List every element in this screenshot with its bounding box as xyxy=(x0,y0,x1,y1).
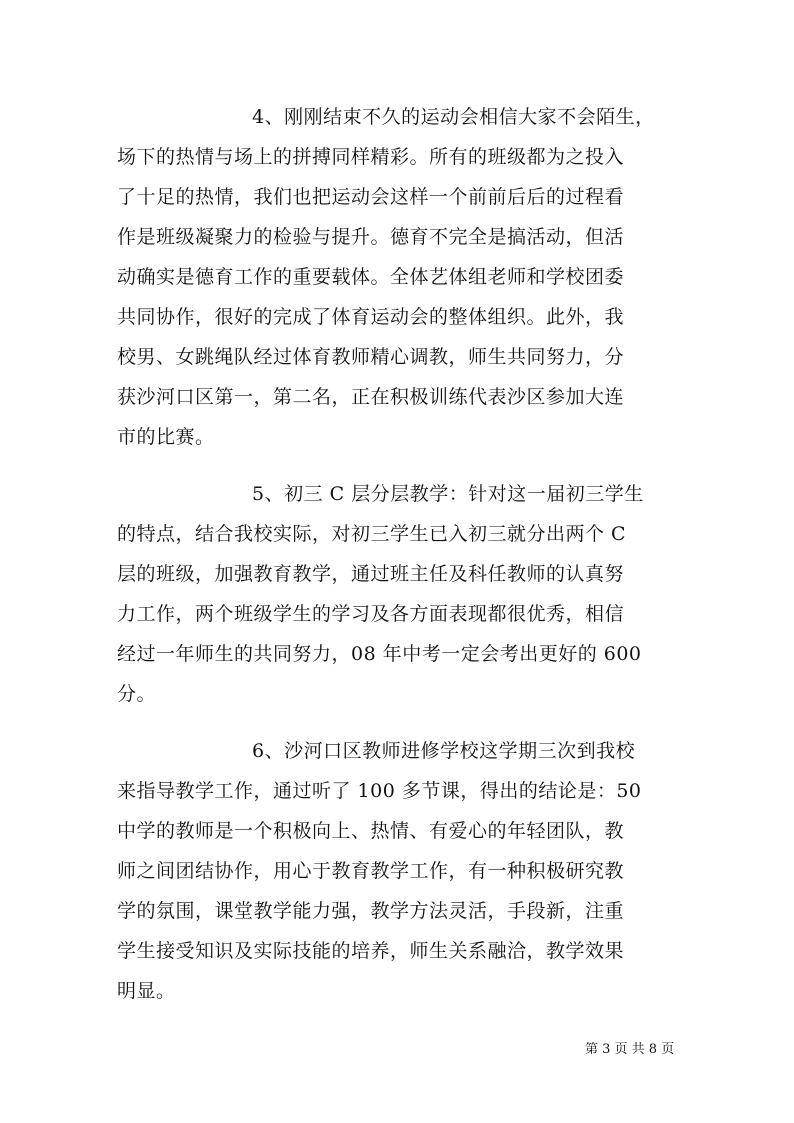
paragraph-line: 学生接受知识及实际技能的培养，师生关系融洽，教学效果 xyxy=(117,940,625,962)
paragraph-line: 了十足的热情，我们也把运动会这样一个前前后后的过程看 xyxy=(117,186,625,208)
paragraph-line: 师之间团结协作，用心于教育教学工作，有一种积极研究教 xyxy=(117,860,625,882)
paragraph-line: 作是班级凝聚力的检验与提升。德育不完全是搞活动，但活 xyxy=(117,226,625,248)
paragraph-line: 共同协作，很好的完成了体育运动会的整体组织。此外，我 xyxy=(117,306,625,328)
paragraph-line: 的特点，结合我校实际，对初三学生已入初三就分出两个 C xyxy=(117,523,627,545)
paragraph-line: 4、刚刚结束不久的运动会相信大家不会陌生， xyxy=(252,106,655,128)
paragraph-line: 市的比赛。 xyxy=(117,426,215,448)
paragraph-line: 力工作，两个班级学生的学习及各方面表现都很优秀，相信 xyxy=(117,603,625,625)
paragraph-line: 校男、女跳绳队经过体育教师精心调教，师生共同努力，分 xyxy=(117,346,625,368)
page-number-footer: 第 3 页 共 8 页 xyxy=(585,1042,675,1057)
paragraph-line: 场下的热情与场上的拼搏同样精彩。所有的班级都为之投入 xyxy=(117,146,625,168)
paragraph-line: 6、沙河口区教师进修学校这学期三次到我校 xyxy=(252,740,636,762)
paragraph-line: 层的班级，加强教育教学，通过班主任及科任教师的认真努 xyxy=(117,563,625,585)
paragraph-line: 动确实是德育工作的重要载体。全体艺体组老师和学校团委 xyxy=(117,266,625,288)
paragraph-line: 中学的教师是一个积极向上、热情、有爱心的年轻团队，教 xyxy=(117,820,625,842)
paragraph-line: 来指导教学工作，通过听了 100 多节课，得出的结论是：50 xyxy=(117,780,642,802)
paragraph-line: 明显。 xyxy=(117,980,176,1002)
paragraph-line: 学的氛围，课堂教学能力强，教学方法灵活，手段新，注重 xyxy=(117,900,625,922)
paragraph-line: 获沙河口区第一，第二名，正在积极训练代表沙区参加大连 xyxy=(117,386,625,408)
paragraph-line: 分。 xyxy=(117,683,157,705)
paragraph-line: 5、初三 C 层分层教学：针对这一届初三学生 xyxy=(252,483,644,505)
paragraph-line: 经过一年师生的共同努力，08 年中考一定会考出更好的 600 xyxy=(117,643,642,665)
